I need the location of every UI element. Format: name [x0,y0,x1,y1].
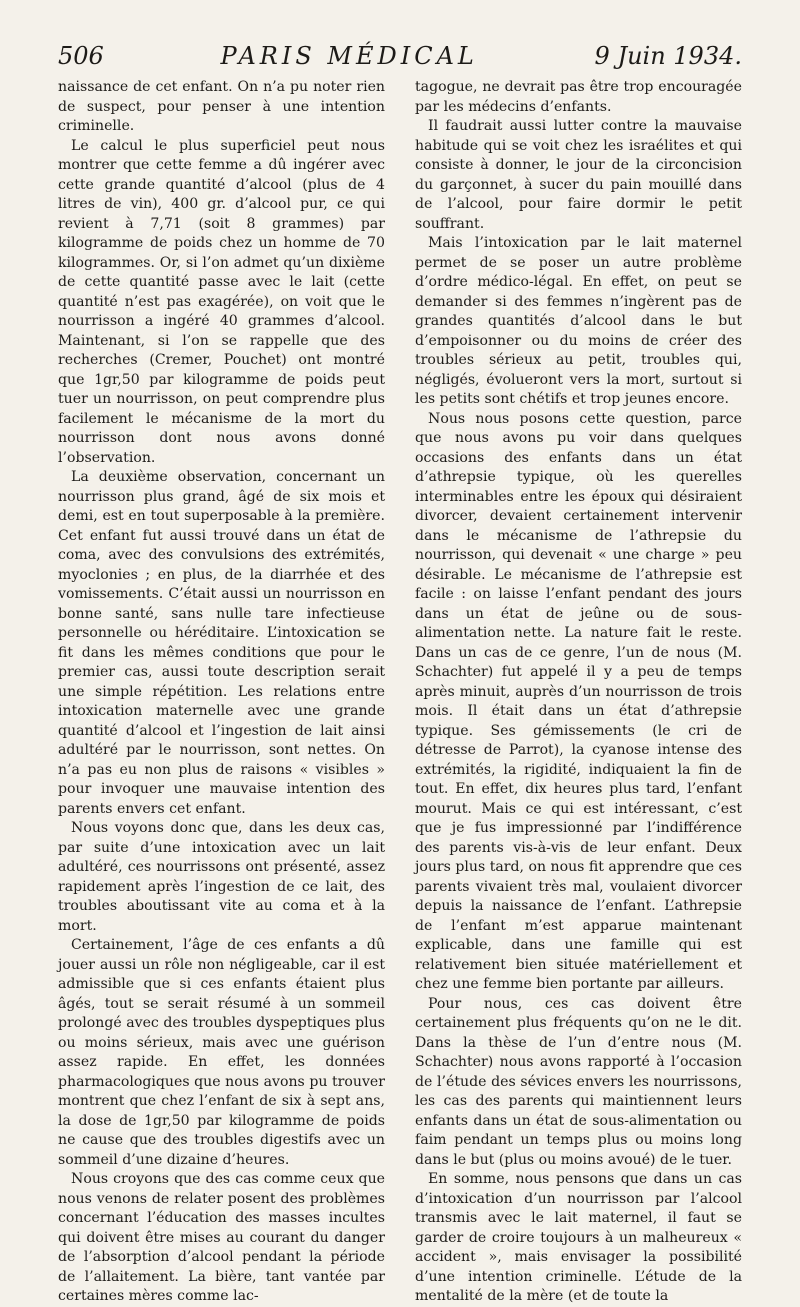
paragraph: Nous croyons que des cas comme ceux que nous venons de relater posent des problèmes concernant l’éducation des masses incultes qui doivent être mises au courant du danger de l’absorption d’alcool pendant la période de l’allaitement. La bière, tant vantée par certaines mères comme lac- [58,1171,385,1304]
text-columns [58,78,742,1307]
paragraph: En somme, nous pensons que dans un cas d’intoxication d’un nourrisson par l’alcool transmis avec le lait maternel, il faut se garder de croire toujours à un malheureux « accident », mais envisager la possibilité d’une intention criminelle. L’étude de la mentalité de la mère (et de toute la [415,1171,742,1304]
paragraph: Certainement, l’âge de ces enfants a dû jouer aussi un rôle non négligeable, car il est admissible que si ces enfants étaient plus âgés, tout se serait résumé à un sommeil prolongé avec des troubles dyspeptiques plus ou moins sérieux, mais avec une guérison assez rapide. En effet, les données pharmacologiques que nous avons pu trouver montrent que chez l’enfant de six à sept ans, la dose de 1gr,50 par kilogramme de poids ne cause que des troubles digestifs avec un sommeil d’une dizaine d’heures. [58,937,385,1168]
page-number: 506 [58,42,104,70]
right-column [415,78,742,1307]
paragraph: naissance de cet enfant. On n’a pu noter rien de suspect, pour penser à une intention criminelle. [58,79,385,134]
left-column [58,78,385,1307]
paragraph: Mais l’intoxication par le lait maternel permet de se poser un autre problème d’ordre médico-légal. En effet, on peut se demander si des femmes n’ingèrent pas de grandes quantités d’alcool dans le but d’empoisonner ou du moins de créer des troubles sérieux au petit, troubles qui, négligés, évolueront vers la mort, surtout si les petits sont chétifs et trop jeunes encore. [415,235,742,407]
journal-title: PARIS MÉDICAL [220,42,478,70]
paragraph: Le calcul le plus superficiel peut nous montrer que cette femme a dû ingérer avec cette grande quantité d’alcool (plus de 4 litres de vin), 400 gr. d’alcool pur, ce qui revient à 7,71 (soit 8 grammes) par kilogramme de poids chez un homme de 70 kilogrammes. Or, si l’on admet qu’un dixième de cette quantité passe avec le lait (cette quantité n’est pas exagérée), on voit que le nourrisson a ingéré 40 grammes d’alcool. Maintenant, si l’on se rappelle que des recherches (Cremer, Pouchet) ont montré que 1gr,50 par kilogramme de poids peut tuer un nourrisson, on peut comprendre plus facilement le mécanisme de la mort du nourrisson dont nous avons donné l’observation. [58,137,385,466]
paragraph: Nous nous posons cette question, parce que nous avons pu voir dans quelques occasions des enfants dans un état d’athrepsie typique, où les querelles interminables entre les époux qui désiraient divorcer, devaient certainement intervenir dans le mécanisme de l’athrepsie du nourrisson, qui devenait « une charge » peu désirable. Le mécanisme de l’athrepsie est facile : on laisse l’enfant pendant des jours dans un état de jeûne ou de sous-alimentation nette. La nature fait le reste. Dans un cas de ce genre, l’un de nous (M. Schachter) fut appelé il y a peu de temps après minuit, auprès d’un nourrisson de trois mois. Il était dans un état d’athrepsie typique. Ses gémissements (le cri de détresse de Parrot), la cyanose intense des extrémités, la rigidité, indiquaient la fin de tout. En effet, dix heures plus tard, l’enfant mourut. Mais ce qui est intéressant, c’est que je fus impressionné par l’indifférence des parents vis-à-vis de leur enfant. Deux jours plus tard, on nous fit apprendre que ces parents vivaient très mal, voulaient divorcer depuis la naissance de l’enfant. L’athrepsie de l’enfant m’est apparue maintenant explicable, dans une famille qui est relativement bien située matériellement et chez une femme bien portante par ailleurs. [415,410,742,992]
paragraph: tagogue, ne devrait pas être trop encouragée par les médecins d’enfants. [415,79,742,115]
paragraph: Nous voyons donc que, dans les deux cas, par suite d’une intoxication avec un lait adultéré, ces nourrissons ont présenté, assez rapidement après l’ingestion de ce lait, des troubles aboutissant vite au coma et à la mort. [58,820,385,934]
page-header [58,42,742,78]
issue-date: 9 Juin 1934. [594,42,742,70]
paragraph: La deuxième observation, concernant un nourrisson plus grand, âgé de six mois et demi, est en tout superposable à la première. Cet enfant fut aussi trouvé dans un état de coma, avec des convulsions des extrémités, myoclonies ; en plus, de la diarrhée et des vomissements. C’était aussi un nourrisson en bonne santé, sans nulle tare infectieuse personnelle ou héréditaire. L’intoxication se fit dans les mêmes conditions que pour le premier cas, aussi toute description serait une simple répétition. Les relations entre intoxication maternelle avec une grande quantité d’alcool et l’ingestion de lait ainsi adultéré par le nourrisson, sont nettes. On n’a pas eu non plus de raisons « visibles » pour invoquer une mauvaise intention des parents envers cet enfant. [58,469,385,817]
paragraph: Pour nous, ces cas doivent être certainement plus fréquents qu’on ne le dit. Dans la thèse de l’un d’entre nous (M. Schachter) nous avons rapporté à l’occasion de l’étude des sévices envers les nourrissons, les cas des parents qui maintiennent leurs enfants dans un état de sous-alimentation ou faim pendant un temps plus ou moins long dans le but (plus ou moins avoué) de le tuer. [415,995,742,1168]
paragraph: Il faudrait aussi lutter contre la mauvaise habitude qui se voit chez les israélites et qui consiste à donner, le jour de la circoncision du garçonnet, à sucer du pain mouillé dans de l’alcool, pour faire dormir le petit souffrant. [415,118,742,232]
